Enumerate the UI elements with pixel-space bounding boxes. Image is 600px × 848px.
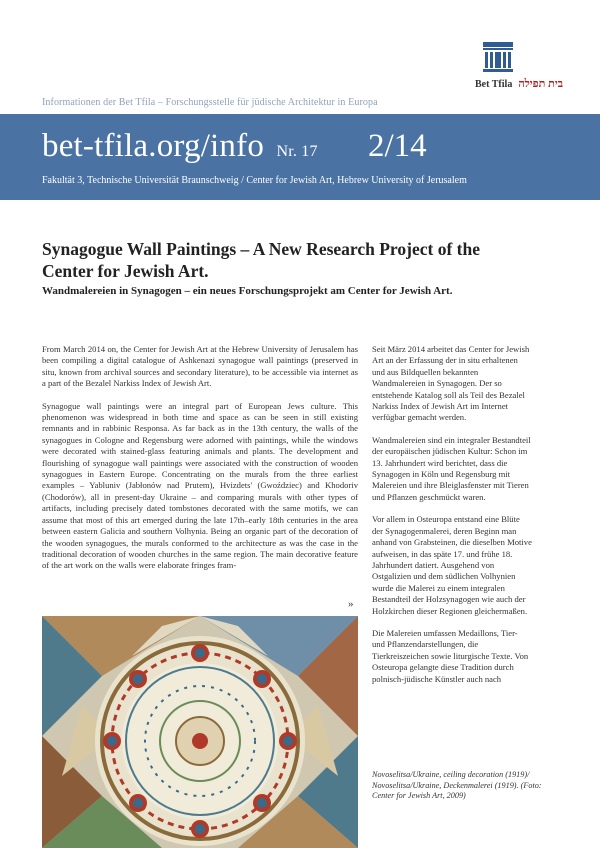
issue-date: 2/14 xyxy=(368,128,427,164)
ceiling-decoration-image xyxy=(42,616,358,848)
ceiling-photo xyxy=(42,616,358,848)
german-paragraph: Die Malereien umfassen Medaillons, Tier- und Pflanzendarstellungen, die Tierkreiszeichen sowie liturgische Texte. Von Osteuropa gelangte diese Tradition durch polnisch-jüdische Künstler auch nach xyxy=(372,627,529,684)
issue-number: Nr. 17 xyxy=(276,143,318,160)
german-paragraph: Wandmalereien sind ein integraler Bestandteil der europäischen jüdischen Kultur: Schon im 13. Jahrhundert wird berichtet, dass die Synagogen in Köln und Regensburg mit Malereien und ihre Bleiglasfenster mit Tieren und Pflanzen geschmückt waren. xyxy=(372,434,531,502)
header-banner xyxy=(0,114,600,200)
english-paragraph: From March 2014 on, the Center for Jewish Art at the Hebrew University of Jerusalem has been compiling a digital catalogue of Ashkenazi synagogue wall paintings (preserved in situ, known from archival sources and secondary literature), to be accessible via internet as a part of the Bezalel Narkiss Index of Jewish Art. xyxy=(42,344,358,389)
continue-marker: » xyxy=(348,598,354,610)
photo-caption: Novoselitsa/Ukraine, ceiling decoration (1919)/ Novoselitsa/Ukraine, Deckenmalerei (1919). (Foto: Center for Jewish Art, 2009) xyxy=(372,770,542,801)
synagogue-logo-icon xyxy=(481,40,515,74)
german-paragraph: Vor allem in Osteuropa entstand eine Blüte der Synagogenmalerei, deren Beginn man anhand von Grabsteinen, die dieselben Motive aufweisen, in das späte 17. und frühe 18. Jahrhundert datiert. Ausgehend von Ostgalizien und dem südlichen Volhynien wurde die Malerei zu einem integralen Bestandteil der Holzsynagogen wie auch der Holzkirchen dieser Regionen gleichermaßen. xyxy=(372,514,532,616)
english-paragraph: Synagogue wall paintings were an integral part of European Jews culture. This phenomenon was widespread in both time and space as can be seen in still existing remnants and in rabbinic Responsa. As far back as in the 13th century, the walls of the synagogues in Cologne and Regensburg were adorned with paintings, while the windows were decorated with stained-glass featuring animals and plants. The development and flourishing of synagogue wall paintings were associated with the construction of wooden synagogues in Eastern Europe. Concentrating on the murals from the three earliest examples – Yabluniv (Jabłonów nad Prutem), Hvizdets' (Gwoździec) and Khodoriv (Chodorów), all in present-day Ukraine – and comparing murals with other types of artifacts, including precisely dated tombstones decorated with the same motifs, we can assume that most of this art emerged during the late 17th–early 18th centuries in the area between eastern Galicia and southern Volhynia. Being an organic part of the decoration of the wooden synagogues, the murals conformed to the architecture as was the case in the traditional decoration of wooden churches in the same region. The main decorative feature of the art work on the walls were elaborate fringes fram- xyxy=(42,400,358,571)
faculty-line: Fakultät 3, Technische Universität Braunschweig / Center for Jewish Art, Hebrew University of Jerusalem xyxy=(42,175,467,186)
bet-tfila-logo xyxy=(475,40,595,96)
german-column xyxy=(372,344,532,696)
newsletter-title xyxy=(42,128,318,165)
german-paragraph: Seit März 2014 arbeitet das Center for Jewish Art an der Erfassung der in situ erhaltenen und aus Bildquellen bekannten Wandmalereien in Synagogen. Der so entstehende Katalog soll als Teil des Bezalel Narkiss Index of Jewish Art im Internet verfügbar gemacht werden. xyxy=(372,344,530,423)
article-headline: Synagogue Wall Paintings – A New Research Project of the Center for Jewish Art. xyxy=(42,239,480,281)
logo-name: Bet Tfila xyxy=(475,79,513,90)
logo-wordmark xyxy=(475,78,595,90)
supertitle: Informationen der Bet Tfila – Forschungsstelle für jüdische Architektur in Europa xyxy=(42,97,378,108)
site-title: bet-tfila.org/info xyxy=(42,128,265,164)
article-subheadline: Wandmalereien in Synagogen – ein neues Forschungsprojekt am Center for Jewish Art. xyxy=(42,285,453,297)
logo-hebrew: בית תפילה xyxy=(518,78,564,90)
english-column xyxy=(42,344,358,583)
